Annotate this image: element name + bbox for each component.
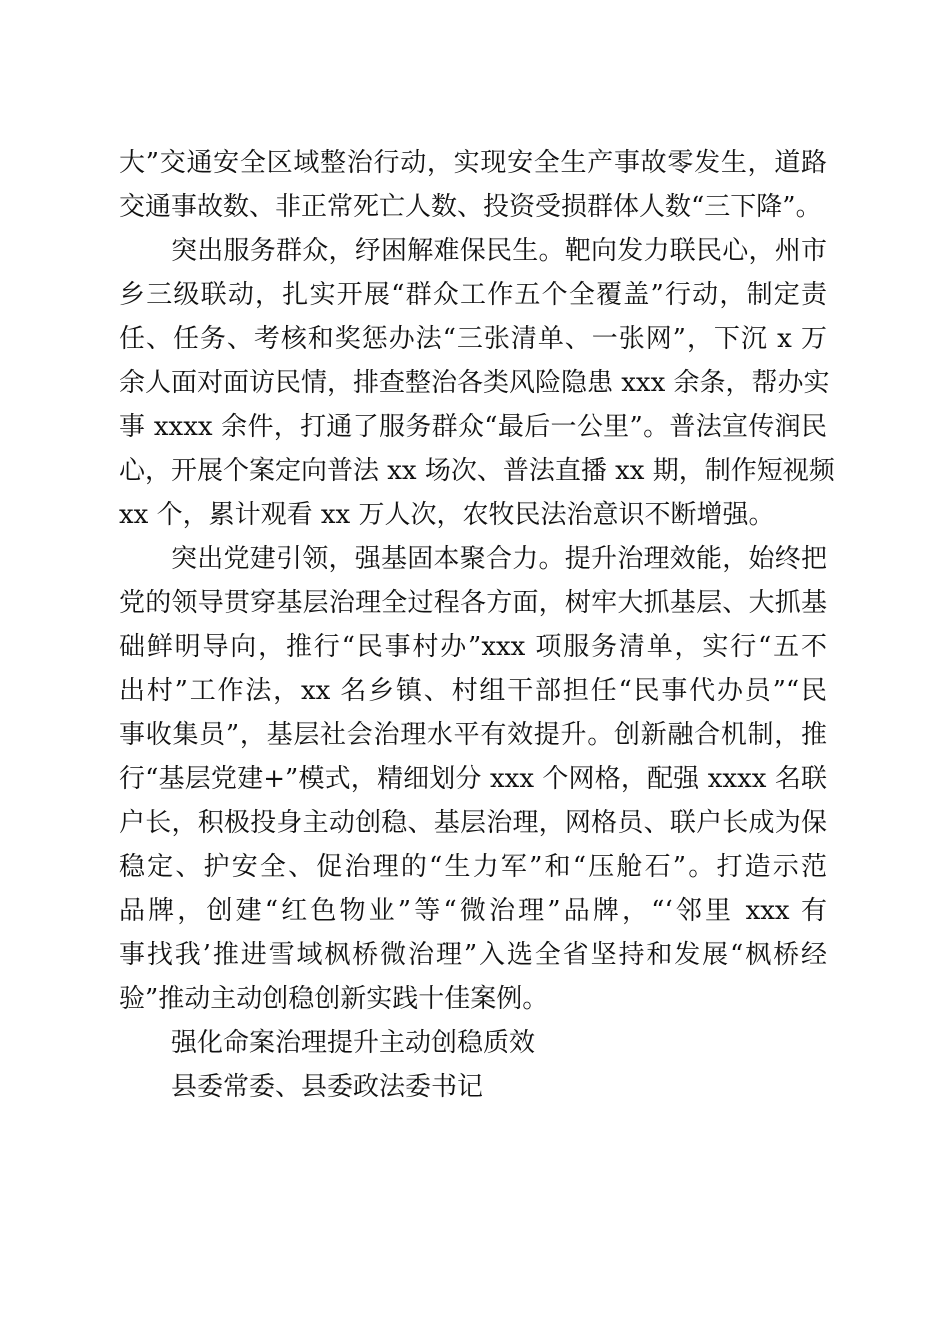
text-line: 出村”工作法，xx 名乡镇、村组干部担任“民事代办员”“民 [119, 676, 827, 706]
text-line: 任、任务、考核和奖惩办法“三张清单、一张网”，下沉 x 万 [119, 324, 827, 354]
text-line: 户长，积极投身主动创稳、基层治理，网格员、联户长成为保 [119, 808, 827, 838]
text-line: 稳定、护安全、促治理的“生力军”和“压舱石”。打造示范 [119, 852, 827, 882]
text-line: 交通事故数、非正常死亡人数、投资受损群体人数“三下降”。 [119, 192, 822, 222]
text-line: 余人面对面访民情，排查整治各类风险隐患 xxx 余条，帮办实 [119, 368, 830, 398]
paragraph-continued [119, 141, 827, 229]
paragraph-party-building [119, 537, 827, 1021]
text-line: 事收集员”，基层社会治理水平有效提升。创新融合机制，推 [119, 720, 827, 750]
text-line: 大”交通安全区域整治行动，实现安全生产事故零发生，道路 [119, 148, 827, 178]
paragraph-serve-the-masses [119, 229, 835, 537]
section-title: 强化命案治理提升主动创稳质效 [171, 1028, 536, 1058]
text-line: 事 xxxx 余件，打通了服务群众“最后一公里”。普法宣传润民 [119, 412, 827, 442]
text-line: 心，开展个案定向普法 xx 场次、普法直播 xx 期，制作短视频 [119, 456, 835, 486]
author-position: 县委常委、县委政法委书记 [171, 1072, 484, 1102]
text-line: 品牌，创建“红色物业”等“微治理”品牌，“‘邻里 xxx 有 [119, 896, 827, 926]
text-line: 突出服务群众，纾困解难保民生。靶向发力联民心，州市 [171, 236, 827, 266]
text-line: xx 个，累计观看 xx 万人次，农牧民法治意识不断增强。 [119, 500, 775, 530]
text-line: 事找我’推进雪域枫桥微治理”入选全省坚持和发展“枫桥经 [119, 940, 827, 970]
text-line: 乡三级联动，扎实开展“群众工作五个全覆盖”行动，制定责 [119, 280, 827, 310]
text-line: 突出党建引领，强基固本聚合力。提升治理效能，始终把 [171, 544, 827, 574]
text-line: 行“基层党建+”模式，精细划分 xxx 个网格，配强 xxxx 名联 [119, 764, 827, 794]
text-line: 验”推动主动创稳创新实践十佳案例。 [119, 984, 549, 1014]
text-line: 础鲜明导向，推行“民事村办”xxx 项服务清单，实行“五不 [119, 632, 827, 662]
text-line: 党的领导贯穿基层治理全过程各方面，树牢大抓基层、大抓基 [119, 588, 827, 618]
